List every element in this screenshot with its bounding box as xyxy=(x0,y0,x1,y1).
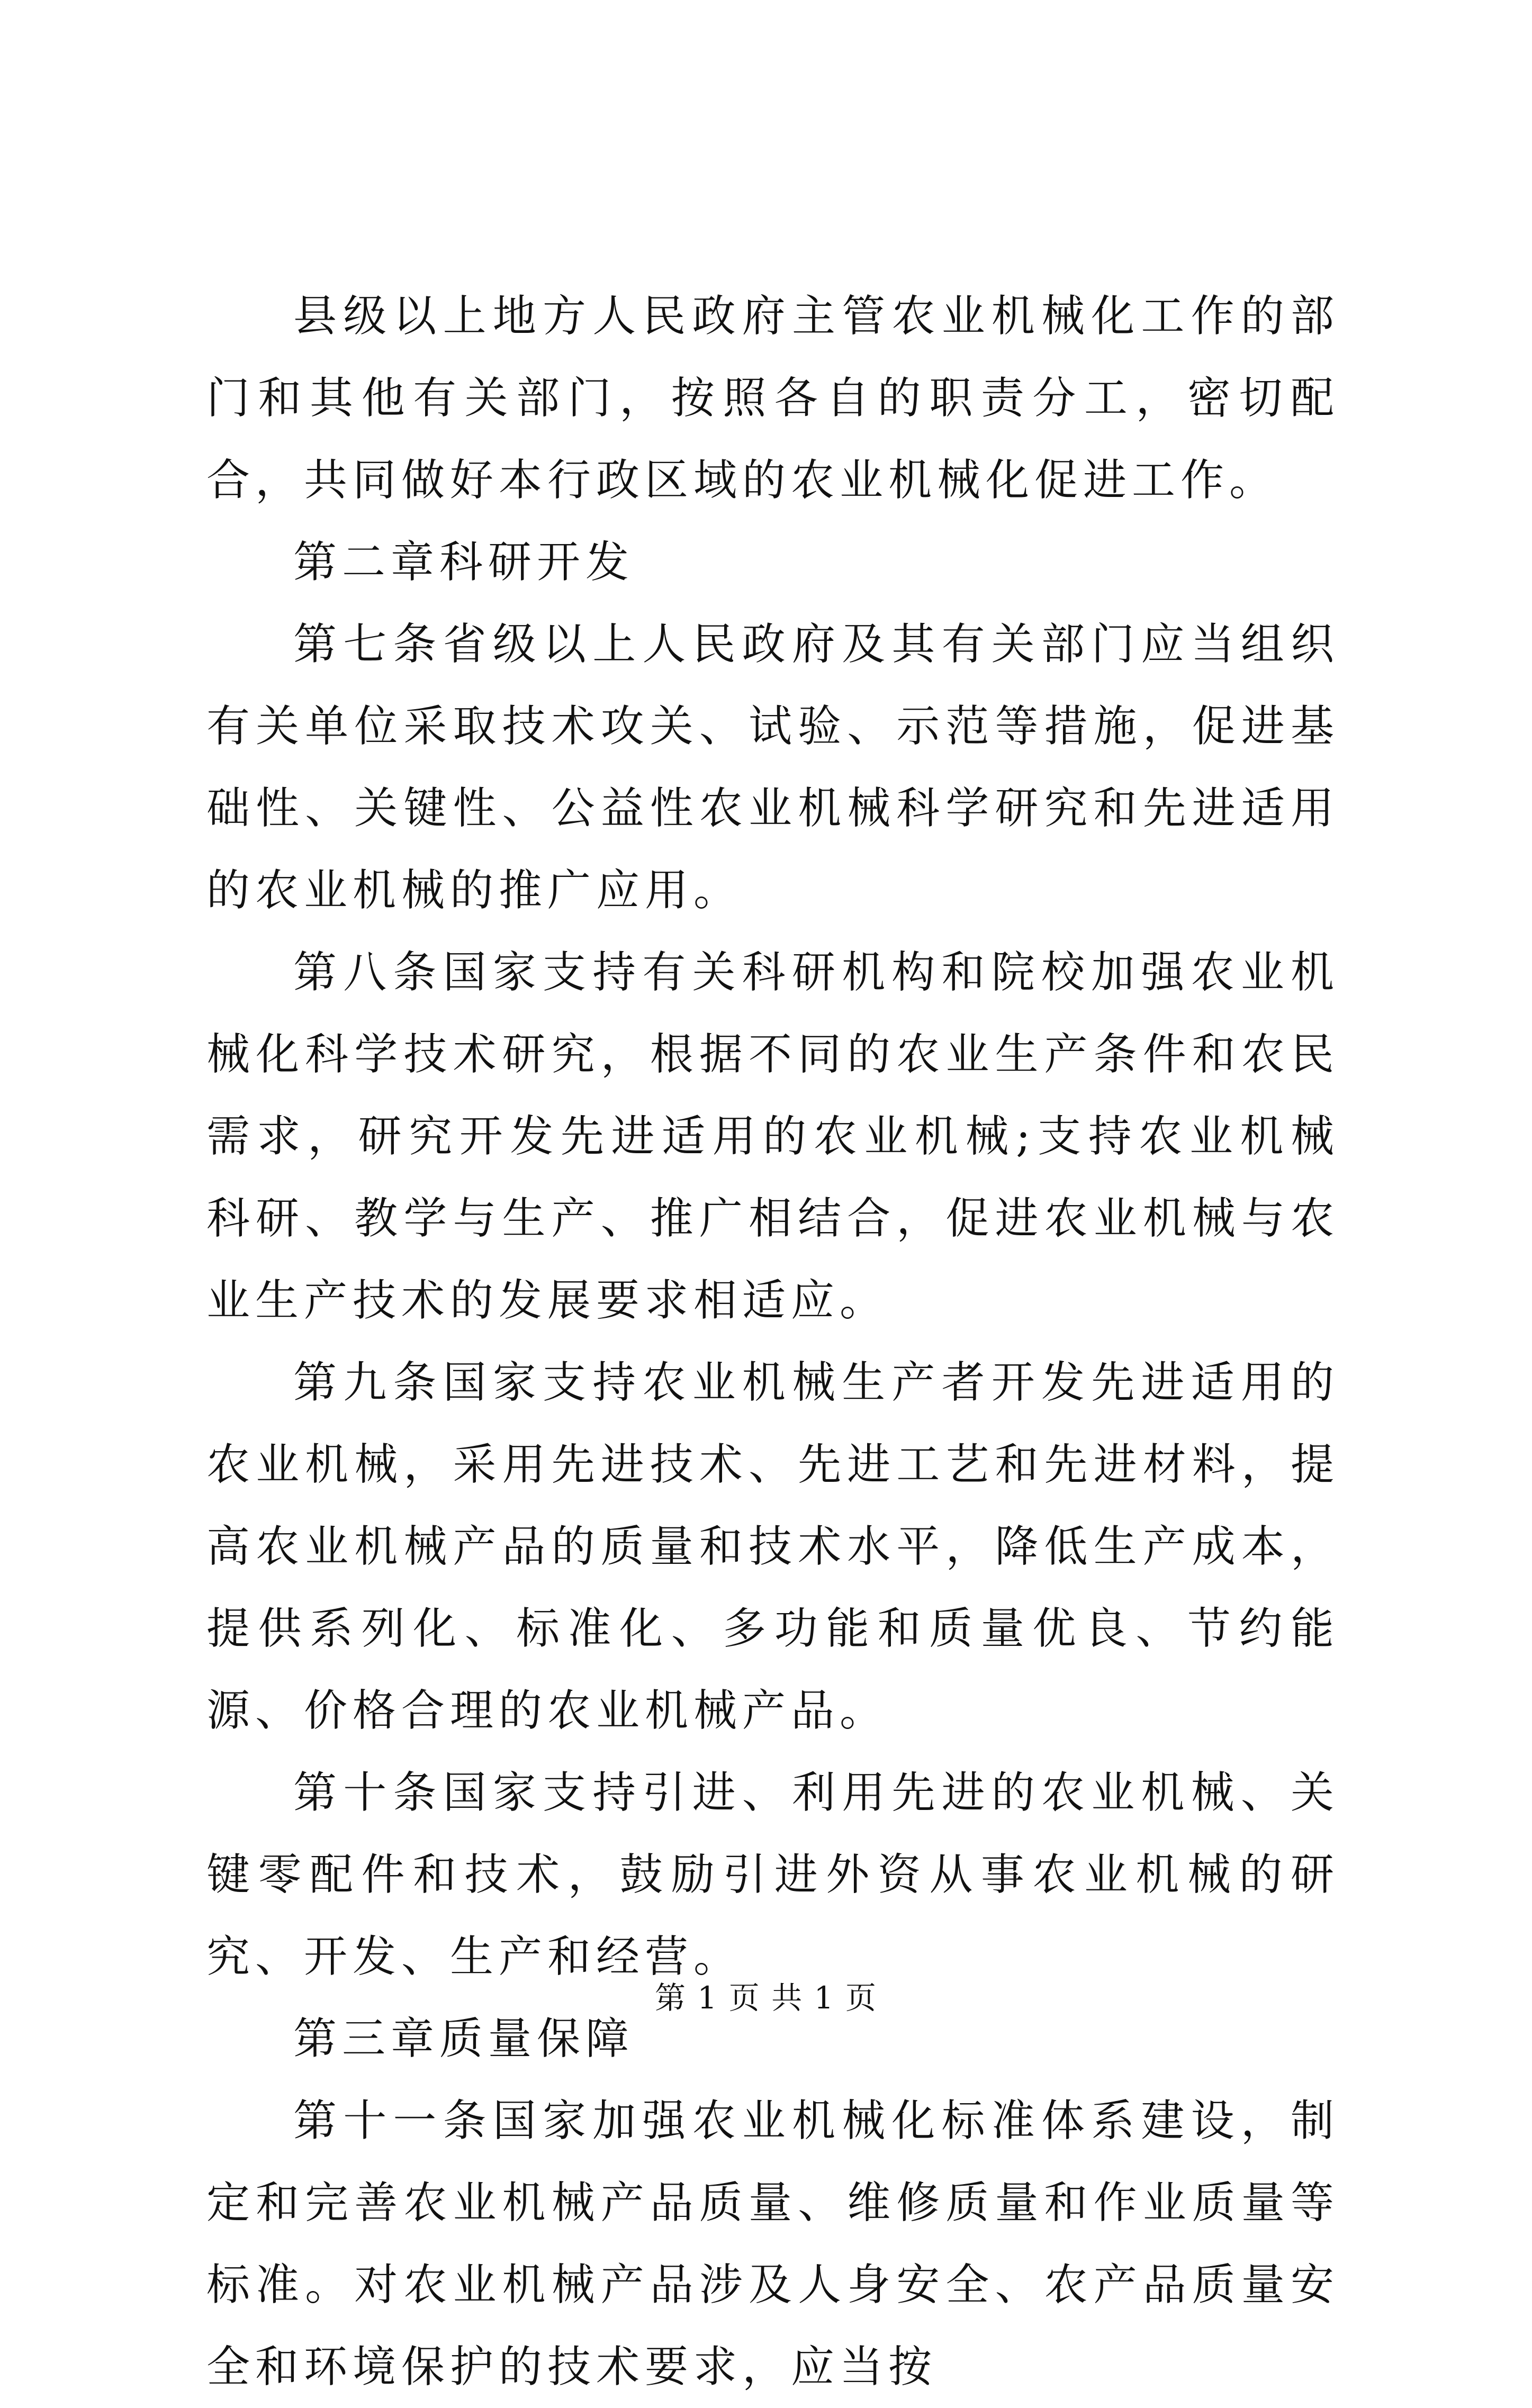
article-11-paragraph: 第十一条国家加强农业机械化标准体系建设，制定和完善农业机械产品质量、维修质量和作业质量等标准。对农业机械产品涉及人身安全、农产品质量安全和环境保护的技术要求，应当按 xyxy=(206,2096,1339,2392)
page-footer: 第 1 页 共 1 页 xyxy=(655,1980,877,2016)
article-8-paragraph: 第八条国家支持有关科研机构和院校加强农业机械化科学技术研究，根据不同的农业生产条件和农民需求，研究开发先进适用的农业机械;支持农业机械科研、教学与生产、推广相结合，促进农业机械与农业生产技术的发展要求相适应。 xyxy=(206,947,1339,1326)
article-10-paragraph: 第十条国家支持引进、利用先进的农业机械、关键零配件和技术，鼓励引进外资从事农业机械的研究、开发、生产和经营。 xyxy=(206,1768,1339,1982)
document-body xyxy=(206,275,1339,2408)
chapter-heading-research: 第二章科研开发 xyxy=(293,537,635,587)
article-9-paragraph: 第九条国家支持农业机械生产者开发先进适用的农业机械，采用先进技术、先进工艺和先进材料，提高农业机械产品的质量和技术水平，降低生产成本，提供系列化、标准化、多功能和质量优良、节约能源、价格合理的农业机械产品。 xyxy=(206,1357,1339,1736)
chapter-heading-quality: 第三章质量保障 xyxy=(293,2014,635,2064)
paragraph-county-departments: 县级以上地方人民政府主管农业机械化工作的部门和其他有关部门，按照各自的职责分工，密切配合，共同做好本行政区域的农业机械化促进工作。 xyxy=(206,291,1339,505)
article-7-paragraph: 第七条省级以上人民政府及其有关部门应当组织有关单位采取技术攻关、试验、示范等措施，促进基础性、关键性、公益性农业机械科学研究和先进适用的农业机械的推广应用。 xyxy=(206,619,1339,916)
